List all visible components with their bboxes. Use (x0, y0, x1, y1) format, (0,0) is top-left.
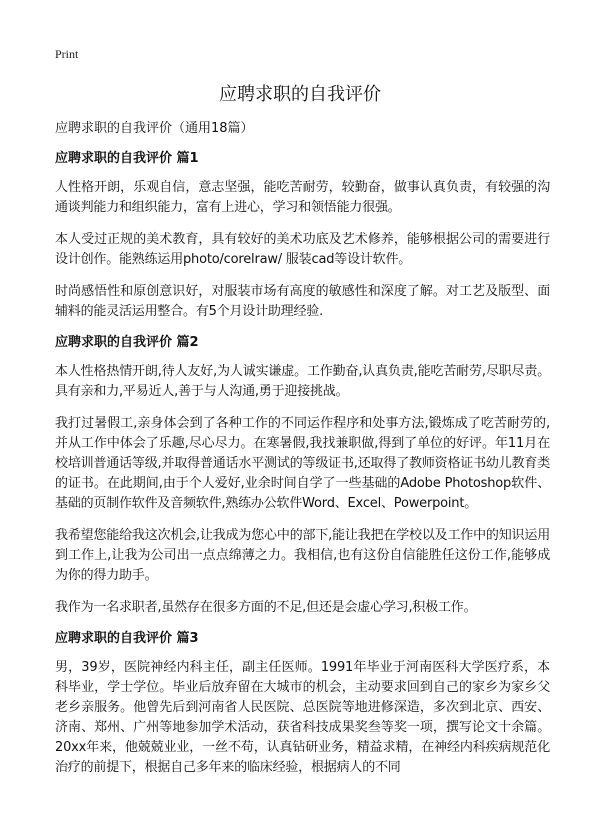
paragraph: 我作为一名求职者,虽然存在很多方面的不足,但还是会虚心学习,积极工作。 (55, 600, 477, 615)
page-title: 应聘求职的自我评价 (219, 84, 381, 105)
section-heading: 应聘求职的自我评价 篇2 (55, 335, 199, 350)
paragraph: 本人性格热情开朗,待人友好,为人诚实谦虚。工作勤奋,认真负责,能吃苦耐劳,尽职尽责。具有亲和力,平易近人,善于与人沟通,勇于迎接挑战。 (55, 364, 550, 399)
section-3 (55, 630, 550, 778)
paragraph: 我希望您能给我这次机会,让我成为您心中的部下,能让我把在学校以及工作中的知识运用到工作上,让我为公司出一点点绵薄之力。我相信,也有这份自信能胜任这份工作,能够成为你的得力助手。 (55, 528, 550, 583)
paragraph: 本人受过正规的美术教育，具有较好的美术功底及艺术修养，能够根据公司的需要进行设计创作。能熟练运用photo/corelraw/ 服装cad等设计软件。 (55, 232, 550, 267)
paragraph: 男，39岁，医院神经内科主任，副主任医师。1991年毕业于河南医科大学医疗系，本科毕业，学士学位。毕业后放弃留在大城市的机会，主动要求回到自己的家乡为家乡父老乡亲服务。他曾先后到河南省人民医院、总医院等地进修深造，多次到北京、西安、济南、郑州、广州等地参加学术活动，获省科技成果奖叁等奖一项，撰写论文十余篇。20xx年来，他兢兢业业，一丝不苟，认真钻研业务，精益求精，在神经内科疾病规范化治疗的前提下，根据自己多年来的临床经验，根据病人的不同 (55, 660, 550, 775)
section-heading: 应聘求职的自我评价 篇3 (55, 631, 199, 646)
document-body (55, 120, 550, 790)
paragraph: 我打过暑假工,亲身体会到了各种工作的不同运作程序和处事方法,锻炼成了吃苦耐劳的,并从工作中体会了乐趣,尽心尽力。在寒暑假,我找兼职做,得到了单位的好评。年11月在校培训普通话等级,并取得普通话水平测试的等级证书,还取得了教师资格证书幼儿教育类的证书。在此期间,由于个人爱好,业余时间自学了一些基础的Adobe Photoshop软件、基础的页制作软件及音频软件,熟练办公软件Word、Excel、Powerpoint。 (55, 416, 550, 511)
paragraph: 时尚感悟性和原创意识好，对服装市场有高度的敏感性和深度了解。对工艺及版型、面辅料的能灵活运用整合。有5个月设计助理经验. (55, 284, 550, 319)
print-link[interactable]: Print (55, 47, 79, 61)
paragraph: 人性格开朗，乐观自信，意志坚强，能吃苦耐劳，较勤奋，做事认真负责，有较强的沟通谈判能力和组织能力，富有上进心，学习和领悟能力很强。 (55, 180, 550, 215)
document-subtitle: 应聘求职的自我评价（通用18篇） (55, 121, 254, 136)
section-1 (55, 150, 550, 322)
section-heading: 应聘求职的自我评价 篇1 (55, 151, 199, 166)
section-2 (55, 334, 550, 618)
